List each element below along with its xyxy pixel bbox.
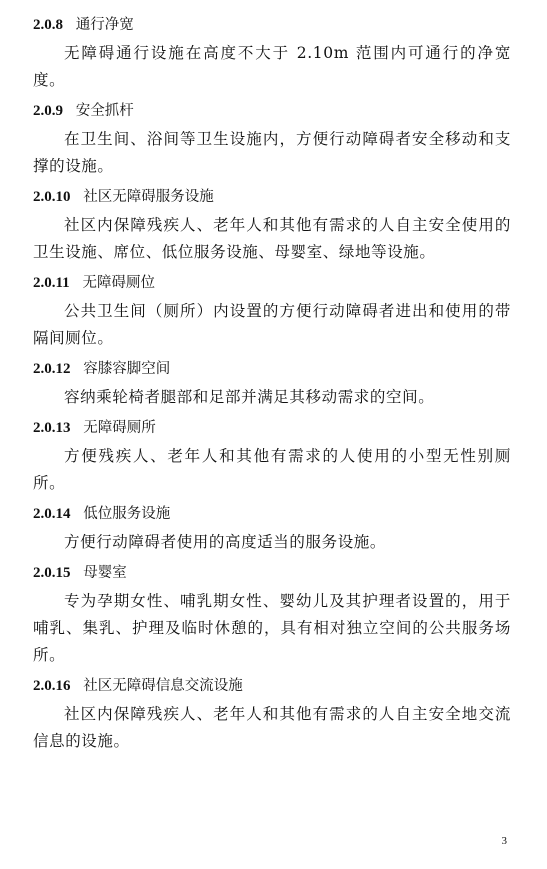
term-definition: 无障碍通行设施在高度不大于 2.10m 范围内可通行的净宽度。	[33, 44, 511, 89]
term-entry	[33, 503, 511, 556]
term-name: 社区无障碍服务设施	[83, 189, 214, 205]
term-heading	[33, 358, 511, 378]
page-number: 3	[501, 835, 507, 847]
term-name: 安全抓杆	[75, 103, 134, 119]
term-heading	[33, 675, 511, 695]
term-entry	[33, 186, 511, 266]
term-heading	[33, 186, 511, 206]
term-entry	[33, 417, 511, 497]
term-number: 2.0.9	[33, 103, 63, 119]
term-entry	[33, 358, 511, 411]
term-number: 2.0.11	[33, 275, 70, 291]
term-definition: 方便行动障碍者使用的高度适当的服务设施。	[64, 533, 387, 551]
term-definition: 方便残疾人、老年人和其他有需求的人使用的小型无性别厕所。	[33, 447, 511, 492]
term-entry	[33, 14, 511, 94]
term-heading	[33, 272, 511, 292]
term-number: 2.0.16	[33, 678, 71, 694]
term-name: 母婴室	[83, 565, 127, 581]
term-number: 2.0.13	[33, 420, 71, 436]
term-definition: 公共卫生间（厕所）内设置的方便行动障碍者进出和使用的带隔间厕位。	[33, 302, 511, 347]
term-heading	[33, 562, 511, 582]
terms-list	[33, 12, 511, 761]
term-definition: 专为孕期女性、哺乳期女性、婴幼儿及其护理者设置的，用于哺乳、集乳、护理及临时休憩的，具有相对独立空间的公共服务场所。	[33, 592, 511, 664]
term-heading	[33, 417, 511, 437]
term-entry	[33, 100, 511, 180]
term-definition: 在卫生间、浴间等卫生设施内，方便行动障碍者安全移动和支撑的设施。	[33, 130, 511, 175]
term-definition: 社区内保障残疾人、老年人和其他有需求的人自主安全使用的卫生设施、席位、低位服务设施、母婴室、绿地等设施。	[33, 216, 511, 261]
term-number: 2.0.8	[33, 17, 63, 33]
term-heading	[33, 100, 511, 120]
term-name: 无障碍厕位	[82, 275, 155, 291]
term-number: 2.0.15	[33, 565, 71, 581]
term-definition: 容纳乘轮椅者腿部和足部并满足其移动需求的空间。	[64, 388, 435, 406]
term-number: 2.0.14	[33, 506, 71, 522]
term-number: 2.0.12	[33, 361, 71, 377]
term-name: 低位服务设施	[83, 506, 171, 522]
term-heading	[33, 14, 511, 34]
term-heading	[33, 503, 511, 523]
term-name: 容膝容脚空间	[83, 361, 171, 377]
term-entry	[33, 675, 511, 755]
term-name: 无障碍厕所	[83, 420, 156, 436]
term-entry	[33, 562, 511, 669]
term-entry	[33, 272, 511, 352]
term-definition: 社区内保障残疾人、老年人和其他有需求的人自主安全地交流信息的设施。	[33, 705, 511, 750]
term-number: 2.0.10	[33, 189, 71, 205]
term-name: 通行净宽	[75, 17, 134, 33]
term-name: 社区无障碍信息交流设施	[83, 678, 243, 694]
